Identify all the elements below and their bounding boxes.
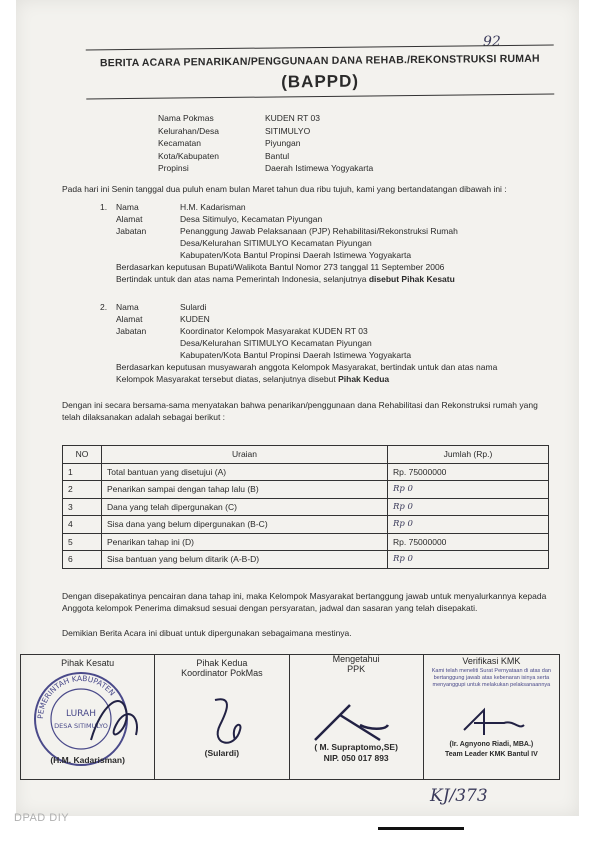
row-number: 1 xyxy=(63,463,102,481)
table-row xyxy=(63,516,549,534)
meta-value: Daerah Istimewa Yogyakarta xyxy=(265,163,374,173)
row-amount: Rp 0 xyxy=(388,481,549,499)
signatory-name: (H.M. Kadarisman) xyxy=(50,755,125,765)
party-role-statement xyxy=(100,273,560,285)
table-row xyxy=(63,463,549,481)
meta-value: KUDEN RT 03 xyxy=(265,113,320,123)
party-address: Desa Sitimulyo, Kecamatan Piyungan xyxy=(180,214,323,224)
role-text: Bertindak untuk dan atas nama Pemerintah Indonesia, selanjutnya xyxy=(116,274,367,284)
row-amount: Rp 0 xyxy=(388,516,549,534)
party-role-statement xyxy=(100,373,560,385)
table-row xyxy=(63,533,549,551)
row-description: Sisa bantuan yang belum ditarik (A-B-D) xyxy=(102,551,388,569)
closing-statement: Demikian Berita Acara ini dibuat untuk dipergunakan sebagaimana mestinya. xyxy=(62,628,352,638)
table-row xyxy=(63,551,549,569)
meta-key: Propinsi xyxy=(158,163,189,173)
handwritten-code: KJ/373 xyxy=(430,786,488,806)
signature-title: Pihak Kesatu xyxy=(61,658,115,668)
field-label: Alamat xyxy=(116,214,143,224)
stamp-center-subtext: DESA SITIMULYO xyxy=(54,722,108,730)
role-label: Pihak Kedua xyxy=(338,374,390,384)
table-row xyxy=(63,498,549,516)
stamp-center-text: LURAH xyxy=(66,709,96,719)
signature-pihak-kedua xyxy=(155,655,289,779)
party-position: Penanggung Jawab Pelaksanaan (PJP) Rehabilitasi/Rekonstruksi Rumah xyxy=(180,226,458,236)
signature-scribble xyxy=(459,705,529,740)
row-number: 3 xyxy=(63,498,102,516)
party-address: KUDEN xyxy=(180,314,210,324)
signature-ppk xyxy=(290,655,424,779)
role-text: Kelompok Masyarakat tersebut diatas, selanjutnya disebut xyxy=(116,374,336,384)
signatory-name: ( M. Supraptomo,SE) xyxy=(314,742,398,752)
signature-verifikasi-kmk xyxy=(424,655,559,779)
divider xyxy=(378,827,464,830)
archive-label: DPAD DIY xyxy=(14,812,70,824)
row-amount: Rp. 75000000 xyxy=(388,463,549,481)
signature-scribble xyxy=(81,685,151,755)
party-2 xyxy=(100,301,560,385)
meta-key: Kota/Kabupaten xyxy=(158,150,219,161)
signature-subtitle: PPK xyxy=(347,664,366,674)
document-title: BERITA ACARA PENARIKAN/PENGGUNAAN DANA REHAB./REKONSTRUKSI RUMAH xyxy=(99,52,540,70)
row-description: Dana yang telah dipergunakan (C) xyxy=(102,498,388,516)
party-position: Kabupaten/Kota Bantul Propinsi Daerah Istimewa Yogyakarta xyxy=(180,250,412,260)
meta-key: Kecamatan xyxy=(158,138,201,148)
row-amount: Rp 0 xyxy=(388,498,549,516)
row-description: Penarikan sampai dengan tahap lalu (B) xyxy=(102,481,388,499)
page-number: 92 xyxy=(483,34,501,50)
party-name: H.M. Kadarisman xyxy=(180,202,246,212)
signatory-role: Team Leader KMK Bantul IV xyxy=(444,751,538,758)
signature-subtitle: Koordinator PokMas xyxy=(181,668,263,678)
row-description: Sisa dana yang belum dipergunakan (B-C) xyxy=(102,516,388,534)
row-description: Total bantuan yang disetujui (A) xyxy=(102,463,388,481)
pokmas-info xyxy=(158,112,373,175)
row-number: 2 xyxy=(63,481,102,499)
signature-title: Verifikasi KMK xyxy=(462,656,521,666)
row-description: Penarikan tahap ini (D) xyxy=(102,533,388,551)
column-header-no: NO xyxy=(63,446,102,464)
row-number: 6 xyxy=(63,551,102,569)
party-basis: Berdasarkan keputusan Bupati/Walikota Bantul Nomor 273 tanggal 11 September 2006 xyxy=(116,262,445,272)
table-header-row xyxy=(63,446,549,464)
row-amount: Rp 0 xyxy=(388,551,549,569)
column-header-amount: Jumlah (Rp.) xyxy=(388,446,549,464)
signature-title: Pihak Kedua xyxy=(196,658,248,668)
row-amount: Rp. 75000000 xyxy=(388,533,549,551)
fund-table xyxy=(62,445,549,569)
signature-scribble xyxy=(310,695,390,745)
row-number: 4 xyxy=(63,516,102,534)
field-label: Nama xyxy=(116,202,139,212)
party-basis: Berdasarkan keputusan musyawarah anggota Kelompok Masyarakat, bertindak untuk dan atas nama xyxy=(116,362,498,372)
party-number: 2. xyxy=(100,302,108,312)
verification-note: Kami telah meneliti Surat Pernyataan di atas dan bertanggung jawab atas kebenaran isinya serta menyanggupi untuk melakukan pelaksanaannya xyxy=(431,668,551,688)
party-position: Koordinator Kelompok Masyarakat KUDEN RT 03 xyxy=(180,326,368,336)
document-subtitle: (BAPPD) xyxy=(281,71,360,92)
closing-text: Dengan disepakatinya pencairan dana tahap ini, maka Kelompok Masyarakat bertanggung jawab untuk menyalurkannya kepada Anggota kelompok Penerima dimaksud sesuai dengan persyaratan, jadwal dan sasaran yang telah disepakati. xyxy=(62,591,547,613)
signature-title: Mengetahui xyxy=(332,654,380,664)
party-position: Desa/Kelurahan SITIMULYO Kecamatan Piyungan xyxy=(180,338,372,348)
field-label: Alamat xyxy=(116,314,143,324)
party-name: Sulardi xyxy=(180,302,207,312)
role-label: disebut Pihak Kesatu xyxy=(368,274,455,284)
meta-key: Kelurahan/Desa xyxy=(158,125,219,136)
intro-text: Pada hari ini Senin tanggal dua puluh enam bulan Maret tahun dua ribu tujuh, kami yang bertandatangan dibawah ini : xyxy=(62,184,507,194)
agreement-text: Dengan ini secara bersama-sama menyatakan bahwa penarikan/penggunaan dana Rehabilitasi dan Rekonstruksi rumah yang telah dilaksanakan adalah sebagai berikut : xyxy=(62,400,538,422)
signatory-name: (Ir. Agnyono Riadi, MBA.) xyxy=(449,741,534,748)
field-label: Jabatan xyxy=(116,226,147,236)
table-row xyxy=(63,481,549,499)
meta-value: SITIMULYO xyxy=(265,125,311,136)
row-number: 5 xyxy=(63,533,102,551)
field-label: Nama xyxy=(116,302,139,312)
signature-table xyxy=(20,654,560,780)
meta-value: Piyungan xyxy=(265,138,301,148)
party-number: 1. xyxy=(100,202,108,212)
party-position: Desa/Kelurahan SITIMULYO Kecamatan Piyungan xyxy=(180,238,372,248)
party-1 xyxy=(100,201,560,285)
party-position: Kabupaten/Kota Bantul Propinsi Daerah Istimewa Yogyakarta xyxy=(180,350,412,360)
meta-value: Bantul xyxy=(265,150,290,161)
stamp-ring-text: PEMERINTAH KABUPATEN xyxy=(35,673,117,720)
signature-pihak-kesatu xyxy=(21,655,155,779)
signatory-name: (Sulardi) xyxy=(204,748,240,758)
column-header-description: Uraian xyxy=(102,446,388,464)
title-box xyxy=(86,45,554,100)
field-label: Jabatan xyxy=(116,326,147,336)
meta-key: Nama Pokmas xyxy=(158,113,214,123)
signatory-nip: NIP. 050 017 893 xyxy=(323,753,389,763)
signature-scribble xyxy=(195,695,255,750)
